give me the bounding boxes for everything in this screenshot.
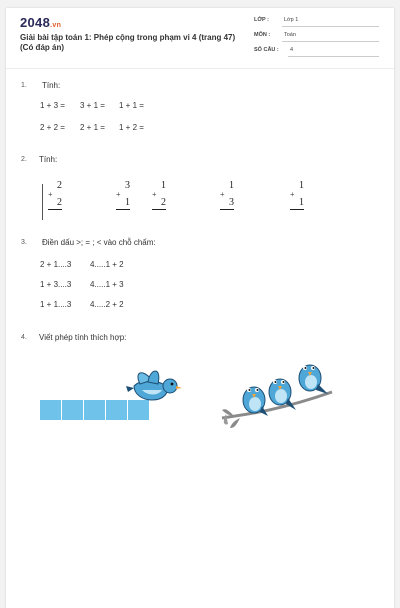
vertical-sum-top: 1 [229, 180, 234, 191]
vertical-sum-bottom: 2 [161, 197, 166, 208]
meta-subject [254, 30, 379, 42]
q1-expr: 3 + 1 = [80, 101, 105, 110]
sum-line [290, 209, 304, 210]
meta-class-label: LỚP : [254, 17, 269, 23]
q1-expr: 1 + 3 = [40, 101, 65, 110]
vertical-sum-bottom: 1 [125, 197, 130, 208]
plus-sign: + [290, 190, 295, 199]
logo-suffix: .vn [50, 22, 62, 29]
answer-box[interactable] [62, 400, 83, 420]
plus-sign: + [152, 190, 157, 199]
plus-sign: + [48, 190, 53, 199]
question-2-number: 2. [21, 156, 27, 163]
vertical-sum-top: 3 [125, 180, 130, 191]
plus-sign: + [116, 190, 121, 199]
vertical-sum-top: 1 [161, 180, 166, 191]
q3-expr: 4.....2 + 2 [90, 300, 124, 309]
plus-sign: + [220, 190, 225, 199]
logo-main: 2048 [20, 15, 51, 30]
meta-divider [288, 56, 379, 57]
question-1-number: 1. [21, 82, 27, 89]
q3-expr: 4.....1 + 2 [90, 260, 124, 269]
meta-class-value: Lớp 1 [284, 17, 299, 23]
birds-on-branch-illustration [220, 356, 340, 430]
vertical-sum-bottom: 2 [57, 197, 62, 208]
flying-bird-illustration [124, 364, 182, 414]
margin-rule [42, 184, 43, 220]
worksheet-title: Giải bài tập toán 1: Phép cộng trong phạm vi 4 (trang 47) (Có đáp án) [20, 33, 236, 52]
sum-line [152, 209, 166, 210]
sum-line [116, 209, 130, 210]
question-4-number: 4. [21, 334, 27, 341]
vertical-sum-top: 1 [299, 180, 304, 191]
question-2-text: Tính: [39, 155, 58, 164]
vertical-sum [152, 180, 168, 216]
meta-divider [282, 26, 379, 27]
sum-line [48, 209, 62, 210]
q1-expr: 2 + 2 = [40, 123, 65, 132]
vertical-sum-bottom: 1 [299, 197, 304, 208]
answer-box[interactable] [40, 400, 61, 420]
q1-expr: 1 + 2 = [119, 123, 144, 132]
worksheet-page [6, 8, 394, 608]
meta-divider [282, 41, 379, 42]
q3-expr: 4.....1 + 3 [90, 280, 124, 289]
vertical-sum [116, 180, 132, 216]
site-logo[interactable] [20, 15, 61, 30]
q1-expr: 1 + 1 = [119, 101, 144, 110]
q3-expr: 1 + 3....3 [40, 280, 72, 289]
meta-count [254, 45, 379, 57]
vertical-sum [220, 180, 236, 216]
meta-count-label: SỐ CÂU : [254, 47, 279, 53]
sum-line [220, 209, 234, 210]
q3-expr: 2 + 1....3 [40, 260, 72, 269]
vertical-sum [290, 180, 306, 216]
meta-class [254, 15, 379, 27]
vertical-sum-bottom: 3 [229, 197, 234, 208]
vertical-sum [48, 180, 64, 216]
q1-expr: 2 + 1 = [80, 123, 105, 132]
q3-expr: 1 + 1....3 [40, 300, 72, 309]
question-3-number: 3. [21, 239, 27, 246]
meta-subject-value: Toán [284, 32, 296, 38]
vertical-sum-top: 2 [57, 180, 62, 191]
question-4-text: Viết phép tính thích hợp: [39, 333, 127, 342]
answer-box[interactable] [84, 400, 105, 420]
worksheet-header [6, 8, 394, 69]
question-1-text: Tính: [42, 81, 61, 90]
meta-subject-label: MÔN : [254, 32, 271, 38]
meta-count-value: 4 [290, 47, 294, 53]
question-3-text: Điền dấu >; = ; < vào chỗ chấm: [42, 238, 156, 247]
